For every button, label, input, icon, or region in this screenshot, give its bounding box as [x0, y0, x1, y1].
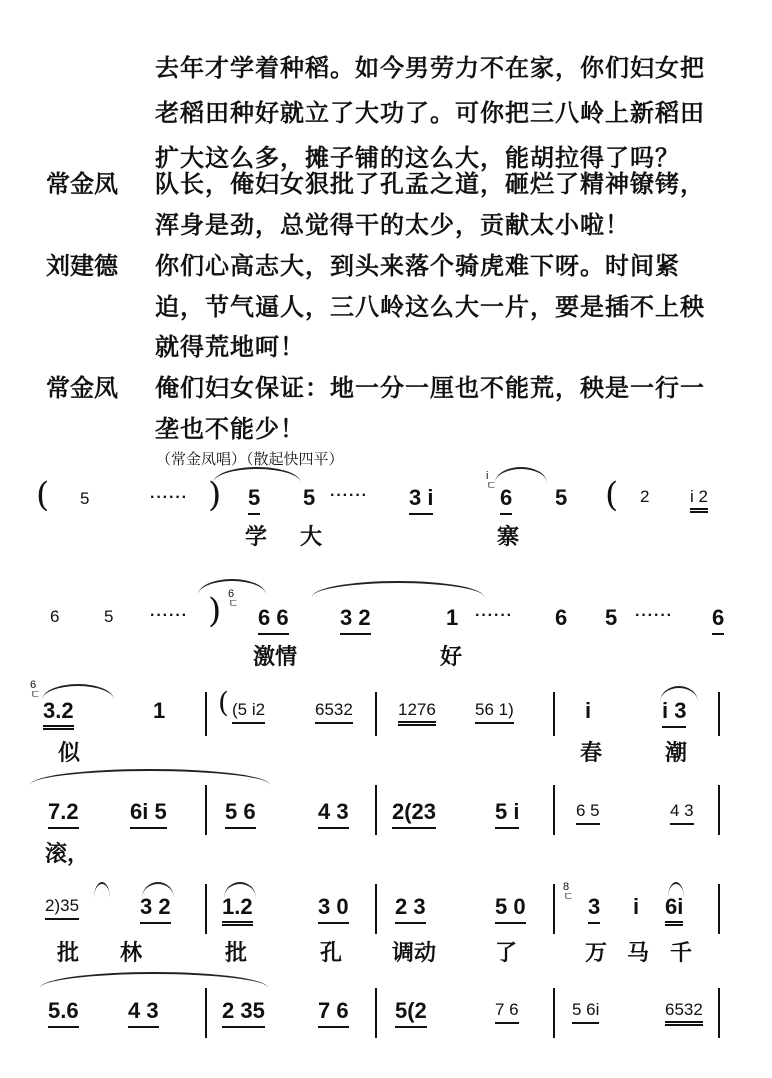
note: 3 i	[409, 485, 433, 515]
note: 5	[80, 489, 90, 508]
note: 6	[50, 607, 60, 626]
open-paren: (	[605, 475, 619, 515]
note: i 2	[690, 487, 708, 513]
score-heading: （常金凤唱）（散起快四平）	[156, 450, 344, 468]
note: 2(23	[392, 799, 436, 829]
grace-note: i ㄷ	[486, 470, 497, 492]
lyric: 林	[120, 940, 143, 966]
lyric: 春	[580, 740, 603, 766]
barline	[205, 988, 207, 1038]
note: 3 0	[318, 894, 349, 924]
lyric: 批	[225, 940, 248, 966]
barline	[375, 884, 377, 934]
lyric: 寨	[497, 524, 520, 550]
barline	[375, 692, 377, 736]
grace-note: 8 ㄷ	[563, 881, 574, 903]
lyric: 滚，	[45, 841, 90, 867]
lyric: 马	[627, 940, 650, 966]
note: 6 5	[576, 801, 600, 825]
lyric: 潮	[665, 740, 688, 766]
dialogue-line: 去年才学着种稻。如今男劳力不在家，你们妇女把	[155, 53, 705, 82]
lyric: 似	[58, 740, 81, 766]
note: 2 35	[222, 998, 265, 1028]
dialogue-line: 你们心高志大，到头来落个骑虎难下呀。时间紧	[155, 251, 680, 280]
note: 1276	[398, 700, 436, 726]
dialogue-line: 扩大这么多，摊子铺的这么大，能胡拉得了吗？	[155, 143, 680, 172]
note: 2	[640, 487, 650, 506]
lyric: 调动	[392, 940, 437, 966]
dialogue-line: 垄也不能少！	[155, 414, 305, 443]
note: 3	[588, 894, 600, 924]
note: 3 2	[340, 605, 371, 635]
note: 5 6i	[572, 1000, 599, 1024]
grace-note: 6 ㄷ	[30, 679, 41, 701]
barline	[553, 884, 555, 934]
slur	[40, 972, 268, 988]
sustain-dots: ······	[635, 607, 673, 624]
note: 7 6	[318, 998, 349, 1028]
note: i	[585, 698, 592, 723]
barline	[205, 692, 207, 736]
sustain-dots: ······	[150, 607, 188, 624]
dialogue-line: 就得荒地呵！	[155, 332, 305, 361]
note: 6532	[315, 700, 353, 724]
lyric: 激情	[253, 644, 298, 670]
dialogue-line: 迫，节气逼人，三八岭这么大一片，要是插不上秧	[155, 292, 705, 321]
lyric: 学	[245, 524, 268, 550]
note: 6i 5	[130, 799, 167, 829]
note: i	[633, 894, 640, 919]
note: 2 3	[395, 894, 426, 924]
note: 3 2	[140, 894, 171, 924]
note: 6	[555, 605, 568, 630]
sustain-dots: ······	[150, 489, 188, 506]
note: 3.2	[43, 698, 74, 730]
lyric: 批	[57, 940, 80, 966]
lyric: 千	[670, 940, 693, 966]
note: 7.2	[48, 799, 79, 829]
note: 5 6	[225, 799, 256, 829]
slur	[224, 882, 256, 898]
note: 5	[104, 607, 114, 626]
barline	[205, 785, 207, 835]
note: 6	[500, 485, 512, 515]
lyric: 大	[300, 524, 323, 550]
barline	[718, 785, 720, 835]
barline	[718, 884, 720, 934]
note: 6i	[665, 894, 683, 926]
lyric: 孔	[320, 940, 343, 966]
note: 1.2	[222, 894, 253, 926]
note: 5	[248, 485, 260, 515]
slur	[94, 882, 110, 898]
note: (5 i2	[232, 700, 265, 724]
lyric: 了	[495, 940, 518, 966]
sustain-dots: ······	[475, 607, 513, 624]
speaker-name: 常金凤	[46, 169, 118, 198]
note: 5 i	[495, 799, 519, 829]
note: 5	[303, 485, 316, 510]
sustain-dots: ······	[330, 487, 368, 504]
slur	[30, 769, 270, 785]
note: 5	[605, 605, 618, 630]
slur	[213, 467, 301, 483]
speaker-name: 常金凤	[46, 373, 118, 402]
note: 5	[555, 485, 568, 510]
note: 5 0	[495, 894, 526, 924]
note: 5.6	[48, 998, 79, 1028]
note: 56 1)	[475, 700, 514, 724]
dialogue-line: 俺们妇女保证：地一分一厘也不能荒，秧是一行一	[155, 373, 705, 402]
barline	[375, 785, 377, 835]
barline	[205, 884, 207, 934]
note: 2)35	[45, 896, 79, 920]
open-paren: (	[36, 475, 50, 515]
dialogue-line: 浑身是劲，总觉得干的太少，贡献太小啦！	[155, 210, 630, 239]
note: 6532	[665, 1000, 703, 1026]
grace-note: 6 ㄷ	[228, 588, 239, 610]
barline	[375, 988, 377, 1038]
barline	[718, 692, 720, 736]
note: i 3	[662, 698, 686, 728]
slur	[142, 882, 174, 898]
barline	[553, 692, 555, 736]
note: 4 3	[670, 801, 694, 825]
note: 6	[712, 605, 724, 635]
barline	[718, 988, 720, 1038]
barline	[553, 785, 555, 835]
note: 4 3	[128, 998, 159, 1028]
dialogue-line: 老稻田种好就立了大功了。可你把三八岭上新稻田	[155, 98, 705, 127]
slur	[312, 581, 484, 597]
slur	[495, 467, 547, 483]
note: 7 6	[495, 1000, 519, 1024]
lyric: 万	[585, 940, 608, 966]
note: 5(2	[395, 998, 427, 1028]
note: 6 6	[258, 605, 289, 635]
close-paren: )	[208, 591, 222, 631]
lyric: 好	[440, 644, 463, 670]
note: 1	[446, 605, 459, 630]
close-paren: )	[208, 475, 222, 515]
open-paren: (	[218, 686, 229, 719]
barline	[553, 988, 555, 1038]
note: 4 3	[318, 799, 349, 829]
speaker-name: 刘建德	[46, 251, 118, 280]
note: 1	[153, 698, 166, 723]
dialogue-line: 队长，俺妇女狠批了孔孟之道，砸烂了精神镣铐，	[155, 169, 705, 198]
